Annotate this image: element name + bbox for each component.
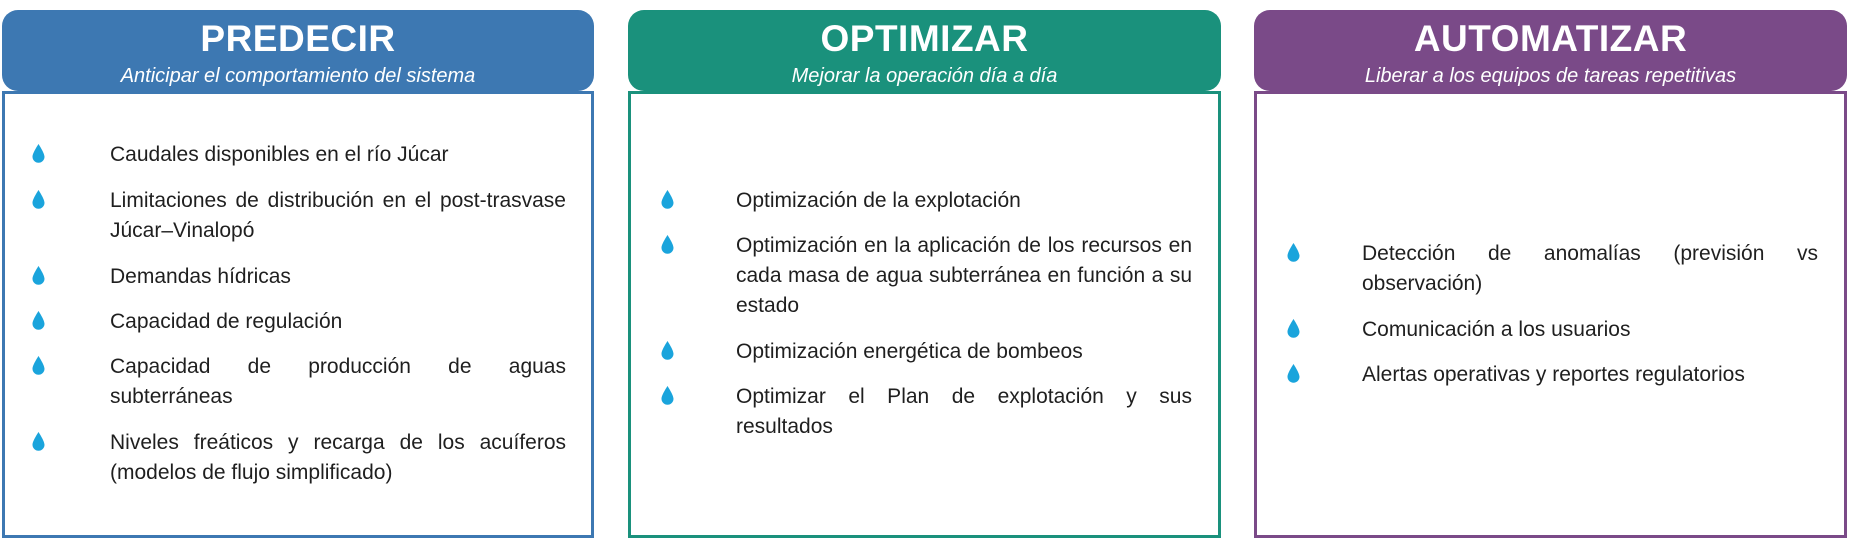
item-text: Capacidad de producción de aguas subterráneas [110, 355, 566, 408]
item-text: Detección de anomalías (previsión vs observación) [1362, 242, 1818, 295]
water-drop-icon [32, 311, 45, 330]
list-item [1257, 360, 1844, 390]
panel-subtitle: Mejorar la operación día a día [791, 65, 1058, 87]
list-item [1257, 315, 1844, 345]
list-item [5, 262, 591, 292]
water-drop-icon [32, 144, 45, 163]
water-drop-icon [1287, 319, 1300, 338]
list-item [5, 186, 591, 246]
list-item [631, 231, 1218, 321]
list-item [1257, 239, 1844, 299]
item-text: Capacidad de regulación [110, 310, 343, 333]
water-drop-icon [32, 356, 45, 375]
item-text: Comunicación a los usuarios [1362, 318, 1631, 341]
water-drop-icon [32, 190, 45, 209]
panel-body [2, 91, 594, 538]
water-drop-icon [32, 266, 45, 285]
list-item [5, 428, 591, 488]
panel-predecir [2, 10, 594, 484]
panel-automatizar [1254, 10, 1847, 386]
list-item [5, 140, 591, 170]
header-predecir [2, 10, 594, 91]
item-text: Optimización energética de bombeos [736, 340, 1083, 363]
panel-title: OPTIMIZAR [820, 18, 1029, 59]
water-drop-icon [661, 235, 674, 254]
list-item [5, 307, 591, 337]
panel-body [628, 91, 1221, 538]
list-item [631, 337, 1218, 367]
water-drop-icon [1287, 364, 1300, 383]
item-text: Optimizar el Plan de explotación y sus resultados [736, 385, 1192, 438]
water-drop-icon [1287, 243, 1300, 262]
item-text: Niveles freáticos y recarga de los acuíferos (modelos de flujo simplificado) [110, 431, 566, 484]
water-drop-icon [661, 386, 674, 405]
list-item [631, 186, 1218, 216]
item-text: Optimización en la aplicación de los recursos en cada masa de agua subterránea en función a su estado [736, 234, 1192, 317]
item-text: Limitaciones de distribución en el post-trasvase Júcar–Vinalopó [110, 189, 566, 242]
panel-title: AUTOMATIZAR [1413, 18, 1688, 59]
water-drop-icon [661, 190, 674, 209]
panel-body [1254, 91, 1847, 538]
list-item [631, 382, 1218, 442]
water-drop-icon [32, 432, 45, 451]
header-optimizar [628, 10, 1221, 91]
item-text: Optimización de la explotación [736, 189, 1021, 212]
header-automatizar [1254, 10, 1847, 91]
item-text: Alertas operativas y reportes regulatorios [1362, 363, 1745, 386]
list-item [5, 352, 591, 412]
item-text: Demandas hídricas [110, 265, 291, 288]
water-drop-icon [661, 341, 674, 360]
panel-title: PREDECIR [200, 18, 396, 59]
item-text: Caudales disponibles en el río Júcar [110, 143, 449, 166]
panel-subtitle: Anticipar el comportamiento del sistema [120, 65, 476, 87]
panel-subtitle: Liberar a los equipos de tareas repetitivas [1364, 65, 1737, 87]
panel-optimizar [628, 10, 1221, 438]
